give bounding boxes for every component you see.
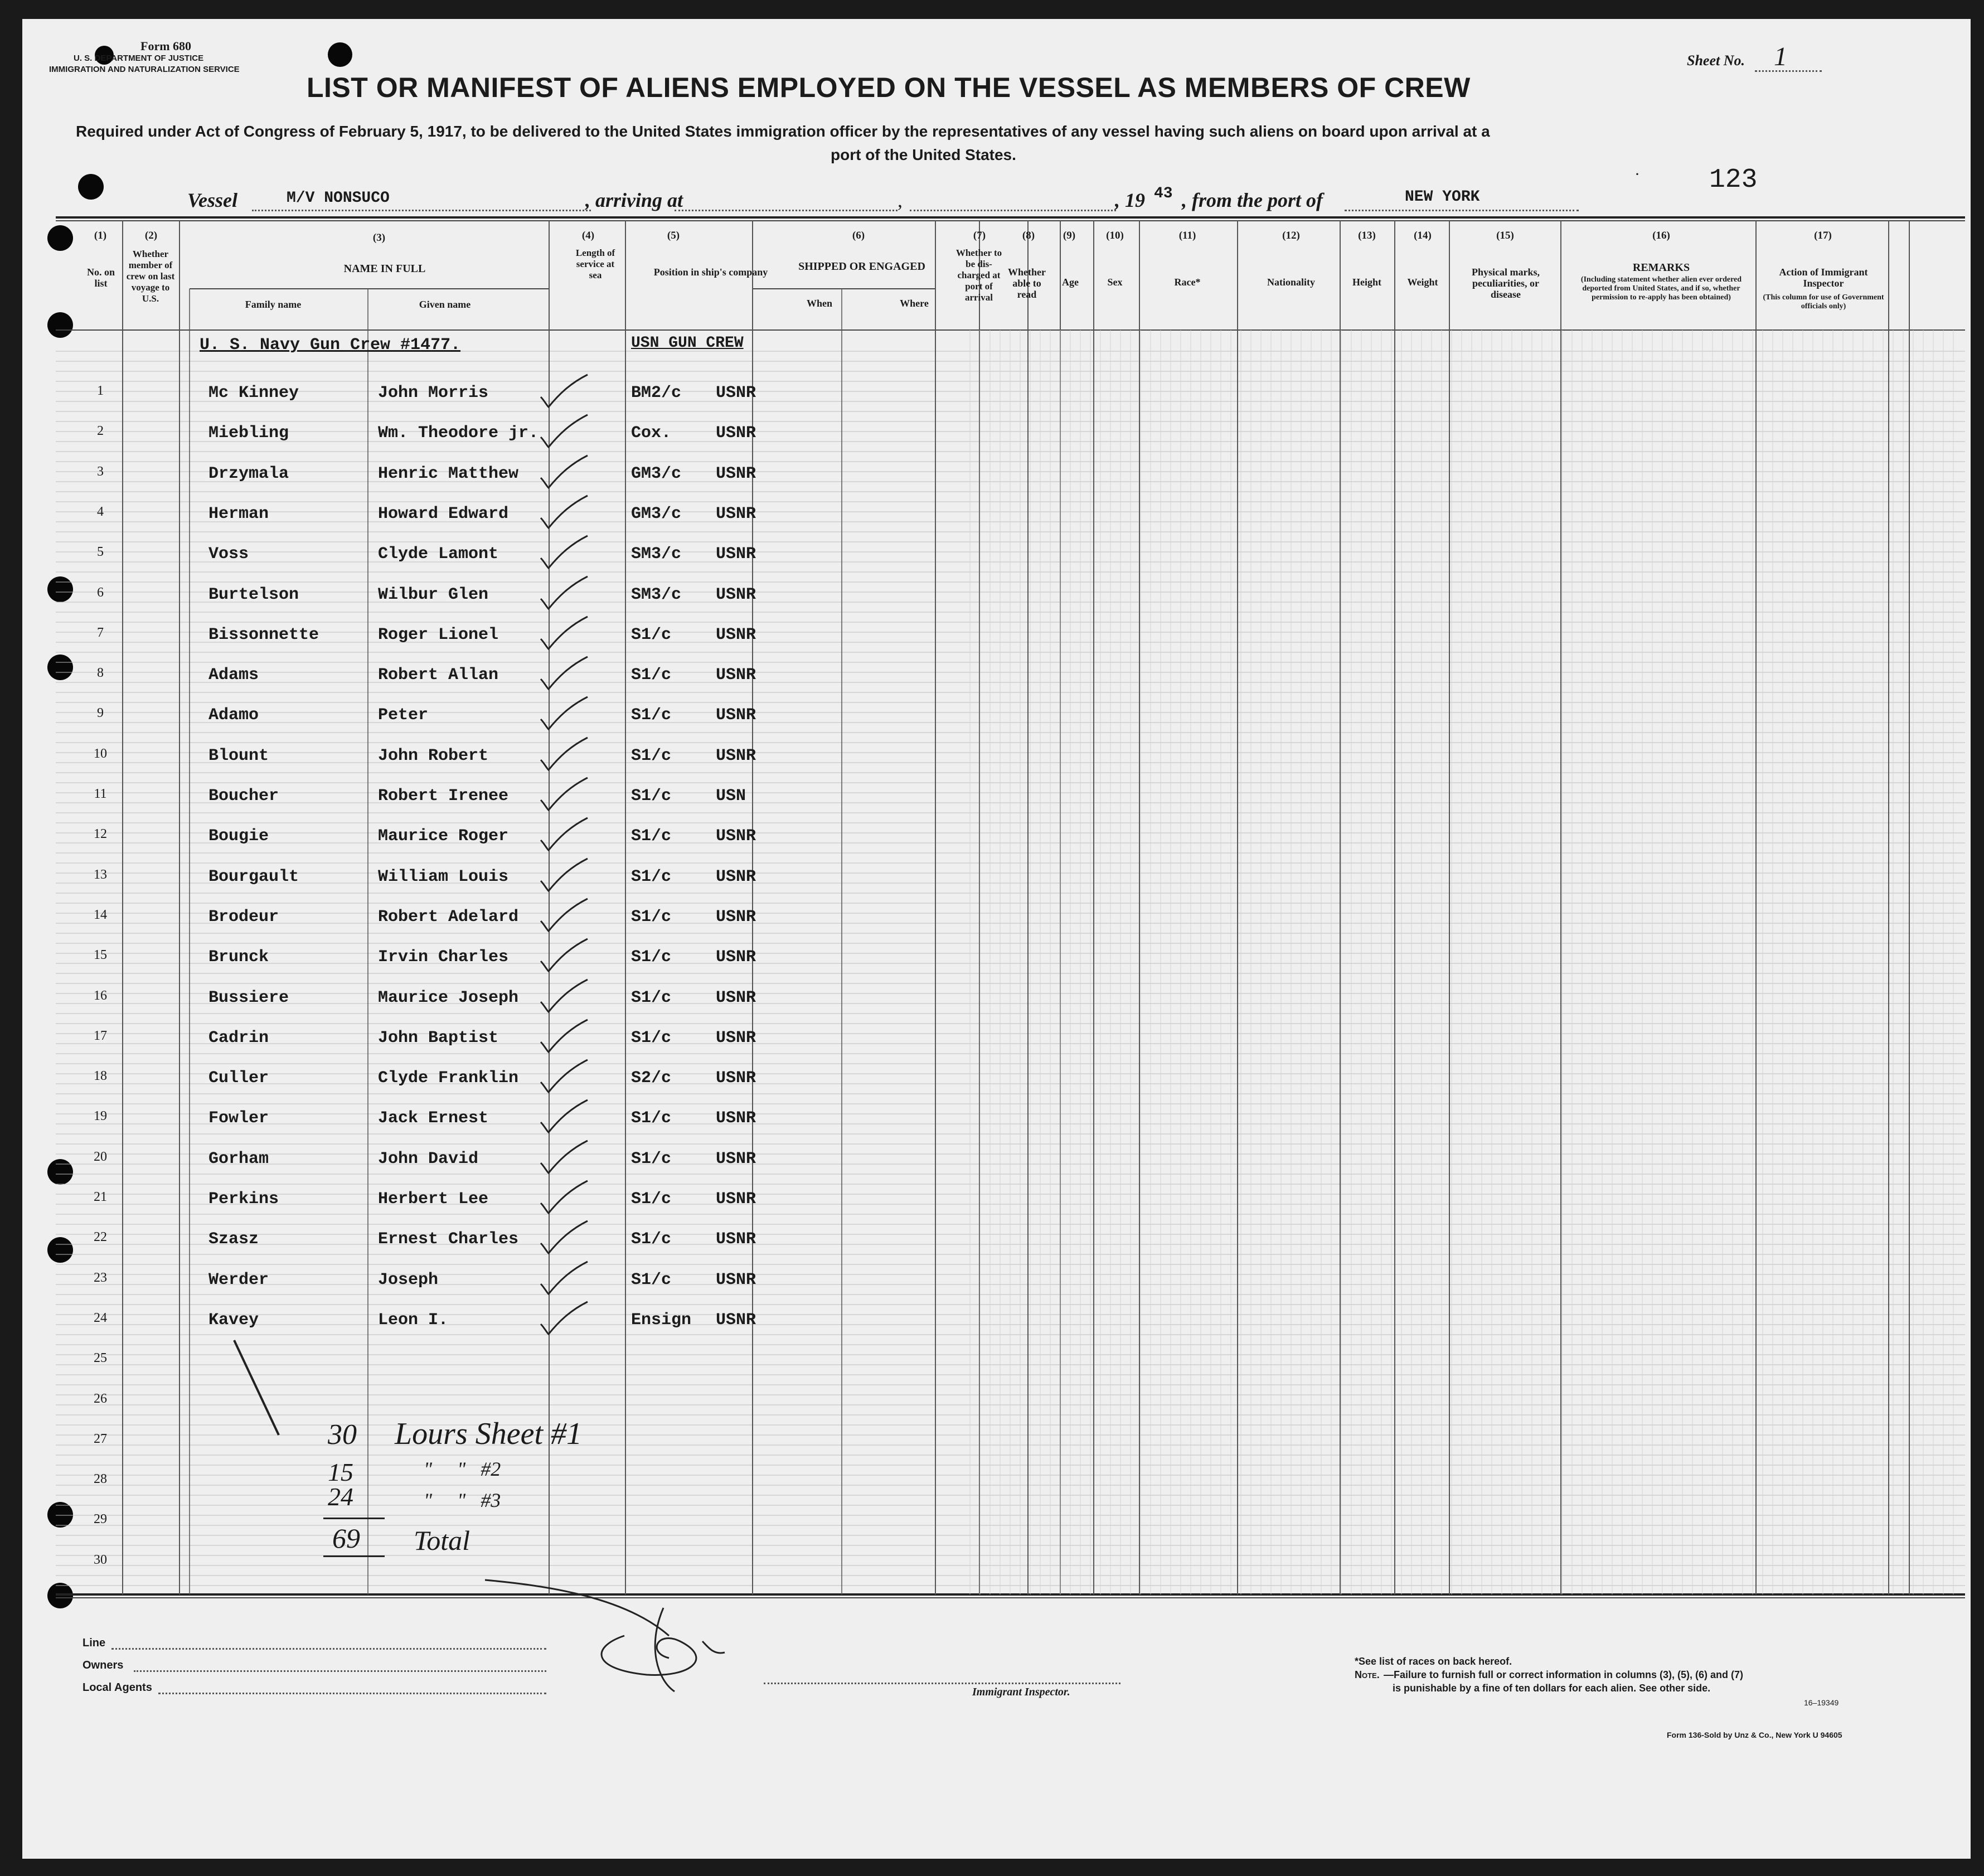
column-number: (12) [1282,230,1300,241]
tally-line2-text: " " #2 [424,1458,501,1480]
row-number: 5 [97,545,104,560]
row-number: 21 [94,1190,107,1204]
column-number: (13) [1358,230,1376,241]
tally-line2-num: 15 [328,1458,353,1486]
service-unit: USNR [716,746,756,765]
position: SM3/c [631,585,682,604]
checkmark-icon [536,453,592,492]
row-number: 4 [97,504,104,519]
position: S1/c [631,948,672,967]
tally-rule [323,1518,385,1519]
stamp-mark: · [1634,165,1640,183]
position: Ensign [631,1310,692,1330]
checkmark-icon [536,493,592,532]
checkmark-icon [536,372,592,411]
given-name: Clyde Lamont [378,545,499,564]
service-unit: USNR [716,666,756,685]
column-number: (15) [1496,230,1514,241]
header-name-in-full: NAME IN FULL [343,263,426,275]
position: S1/c [631,1270,672,1290]
footer-agents-label: Local Agents [83,1681,152,1694]
row-number: 6 [97,585,104,600]
note-line1: —Failure to furnish full or correct information in columns (3), (5), (6) and (7) [1384,1669,1744,1680]
checkmark-icon [536,856,592,895]
column-number: (3) [372,232,386,244]
service-unit: USNR [716,1149,756,1169]
family-name: Drzymala [208,464,289,483]
row-number: 23 [94,1270,107,1285]
row-number: 14 [94,907,107,922]
header-physical-marks: Physical marks, peculiarities, or disease [1471,266,1540,300]
position: S1/c [631,1028,672,1048]
service-unit: USNR [716,1069,756,1088]
row-number: 7 [97,625,104,640]
checkmark-icon [536,1058,592,1097]
column-number: (6) [852,230,865,241]
row-number: 18 [94,1069,107,1084]
header-discharged: Whether to be dis-charged at port of arrival [955,248,1002,303]
service-unit: USNR [716,1028,756,1048]
given-name: Peter [378,706,429,725]
given-name: Irvin Charles [378,948,509,967]
given-name: Jack Ernest [378,1109,489,1128]
row-number: 20 [94,1149,107,1164]
header-sex: Sex [1107,277,1123,288]
position: S2/c [631,1069,672,1088]
position: S1/c [631,1109,672,1128]
family-name: Brunck [208,948,269,967]
inspector-line [764,1683,1120,1684]
from-port-label: , from the port of [1182,189,1323,211]
position: GM3/c [631,504,682,523]
header-position: Position in ship's company [653,266,768,278]
row-number: 3 [97,464,104,479]
column-number: (7) [973,230,986,241]
service-unit: USNR [716,424,756,443]
agency-line2: IMMIGRATION AND NATURALIZATION SERVICE [49,65,240,74]
page-subtitle-line2: port of the United States. [831,146,1016,163]
vessel-name: M/V NONSUCO [287,190,390,207]
header-given-name: Given name [419,299,471,310]
position: S1/c [631,867,672,886]
race-note: *See list of races on back hereof. [1355,1656,1512,1667]
column-number: (1) [94,230,107,241]
row-number: 12 [94,827,107,842]
family-name: Boucher [208,787,279,806]
row-number: 30 [94,1552,107,1567]
checkmark-icon [536,614,592,653]
checkmark-icon [536,695,592,734]
service-unit: USNR [716,504,756,523]
printer-imprint: Form 136-Sold by Unz & Co., New York U 94605 [1667,1730,1842,1739]
service-unit: USNR [716,988,756,1007]
note-prefix: Note. [1355,1669,1380,1680]
footer-line-label: Line [83,1637,106,1649]
row-number: 29 [94,1512,107,1527]
service-unit: USNR [716,1190,756,1209]
row-number: 8 [97,666,104,681]
service-unit: USNR [716,827,756,846]
checkmark-icon [536,896,592,935]
given-name: Robert Adelard [378,907,519,927]
service-unit: USNR [716,625,756,644]
checkmark-icon [536,1300,592,1339]
header-family-name: Family name [245,299,302,310]
given-name: Clyde Franklin [378,1069,519,1088]
checkmark-icon [536,655,592,694]
service-unit: USNR [716,1109,756,1128]
row-number: 25 [94,1351,107,1366]
column-number: (10) [1106,230,1124,241]
header-age: Age [1062,277,1079,288]
given-name: William Louis [378,867,509,886]
family-name: Herman [208,504,269,523]
inspector-signature [479,1563,747,1697]
year-prefix: , 19 [1115,189,1145,211]
position: S1/c [631,666,672,685]
tally-total-text: Total [414,1525,470,1556]
service-unit: USNR [716,948,756,967]
checkmark-icon [536,977,592,1016]
column-number: (8) [1022,230,1035,241]
family-name: Miebling [208,424,289,443]
row-number: 1 [97,384,104,398]
given-name: Robert Irenee [378,787,509,806]
family-name: Bussiere [208,988,289,1007]
row-number: 16 [94,988,107,1003]
header-able-to-read: Whether able to read [1008,266,1046,300]
service-unit: USN [716,787,746,806]
page-stamp: 123 [1709,165,1758,195]
family-name: Burtelson [208,585,299,604]
given-name: Maurice Joseph [378,988,519,1007]
family-name: Mc Kinney [208,384,299,403]
header-shipped-engaged: SHIPPED OR ENGAGED [798,260,925,273]
position: S1/c [631,787,672,806]
position: S1/c [631,988,672,1007]
family-name: Adamo [208,706,259,725]
row-number: 26 [94,1391,107,1406]
checkmark-icon [536,574,592,613]
family-name: Werder [208,1270,269,1290]
checkmark-icon [536,1138,592,1177]
form-code: 16–19349 [1804,1698,1839,1707]
service-unit: USNR [716,1270,756,1290]
header-where: Where [900,298,929,309]
header-weight: Weight [1407,277,1438,288]
row-number: 24 [94,1310,107,1325]
given-name: Herbert Lee [378,1190,489,1209]
given-name: Maurice Roger [378,827,509,846]
checkmark-icon [536,413,592,452]
header-height: Height [1352,277,1381,288]
service-unit: USNR [716,1230,756,1249]
service-unit: USNR [716,384,756,403]
column-number: (2) [144,230,158,241]
service-unit: USNR [716,907,756,927]
row-number: 28 [94,1472,107,1487]
family-name: Bissonnette [208,625,319,644]
position: S1/c [631,1149,672,1169]
given-name: Wm. Theodore jr. [378,424,539,443]
service-unit: USNR [716,1310,756,1330]
family-name: Perkins [208,1190,279,1209]
service-unit: USNR [716,545,756,564]
given-name: Joseph [378,1270,439,1290]
header-action-note: (This column for use of Government officials only) [1763,293,1884,311]
from-port: NEW YORK [1405,188,1480,206]
tally-line3-text: " " #3 [424,1489,501,1511]
position: S1/c [631,1230,672,1249]
given-name: Howard Edward [378,504,509,523]
vessel-label: Vessel [187,189,237,211]
inspector-label: Immigrant Inspector. [972,1686,1070,1698]
family-name: Fowler [208,1109,269,1128]
position: S1/c [631,746,672,765]
column-number: (9) [1063,230,1076,241]
checkmark-icon [536,1219,592,1258]
arriving-comma: , [898,189,903,211]
header-no-on-list: No. on list [86,266,115,289]
position: S1/c [631,706,672,725]
header-race: Race* [1174,277,1201,288]
header-when: When [806,298,832,309]
header-crew-last-voyage: Whether member of crew on last voyage to U.S. [126,249,175,304]
row-number: 19 [94,1109,107,1124]
year-value: 43 [1154,185,1173,202]
service-unit: USNR [716,867,756,886]
footer-agents-field [158,1693,546,1694]
family-name: Blount [208,746,269,765]
service-unit: USNR [716,706,756,725]
row-number: 9 [97,706,104,721]
given-name: Roger Lionel [378,625,499,644]
given-name: Henric Matthew [378,464,519,483]
row-number: 27 [94,1431,107,1446]
family-name: Gorham [208,1149,269,1169]
header-action-inspector: Action of Immigrant Inspector [1779,266,1868,289]
checkmark-icon [536,735,592,774]
column-number: (16) [1652,230,1670,241]
note-line2: is punishable by a fine of ten dollars for each alien. See other side. [1393,1683,1711,1694]
checkmark-icon [536,775,592,815]
family-name: Bourgault [208,867,299,886]
given-name: John Baptist [378,1028,499,1048]
tally-line1-text: Lours Sheet #1 [395,1417,582,1451]
tally-total-num: 69 [332,1523,360,1554]
sheet-number: 1 [1774,42,1787,71]
position: SM3/c [631,545,682,564]
position: Cox. [631,424,672,443]
family-name: Bougie [208,827,269,846]
arriving-label: , arriving at [585,189,683,211]
position: S1/c [631,625,672,644]
column-number: (5) [667,230,680,241]
service-unit: USNR [716,585,756,604]
checkmark-icon [536,1017,592,1056]
family-name: Cadrin [208,1028,269,1048]
footer-line-field [111,1648,546,1650]
given-name: Leon I. [378,1310,449,1330]
position: GM3/c [631,464,682,483]
agency-line1: U. S. DEPARTMENT OF JUSTICE [74,54,204,63]
row-number: 22 [94,1230,107,1245]
column-number: (11) [1178,230,1196,241]
form-number: Form 680 [140,39,192,53]
page-title: LIST OR MANIFEST OF ALIENS EMPLOYED ON THE VESSEL AS MEMBERS OF CREW [307,72,1471,103]
column-number: (14) [1414,230,1432,241]
sheet-label: Sheet No. [1687,52,1745,69]
checkmark-icon [536,1259,592,1298]
family-name: Culler [208,1069,269,1088]
checkmark-icon [536,1179,592,1218]
given-name: Ernest Charles [378,1230,519,1249]
manifest-sheet [22,19,1971,1859]
given-name: Robert Allan [378,666,499,685]
crew-heading: U. S. Navy Gun Crew #1477. [200,336,461,355]
checkmark-icon [536,534,592,573]
header-nationality: Nationality [1267,277,1315,288]
position-heading: USN GUN CREW [631,335,744,352]
row-number: 13 [94,867,107,882]
given-name: Wilbur Glen [378,585,489,604]
row-number: 17 [94,1028,107,1043]
given-name: John Morris [378,384,489,403]
family-name: Brodeur [208,907,279,927]
family-name: Adams [208,666,259,685]
row-number: 11 [94,787,107,801]
row-number: 15 [94,948,107,963]
row-number: 2 [97,424,104,439]
handwritten-slash [217,1335,329,1446]
family-name: Voss [208,545,249,564]
header-remarks: REMARKS [1632,261,1690,274]
page-subtitle-line1: Required under Act of Congress of February 5, 1917, to be delivered to the United States immigration officer by the representatives of any vessel having such aliens on board upon arrival at a [76,123,1490,140]
header-remarks-note: (Including statement whether alien ever ordered deported from United States, and if so, whether permission to re-apply has been obtained) [1580,275,1742,302]
position: S1/c [631,1190,672,1209]
footer-owners-label: Owners [83,1659,124,1671]
tally-underline [323,1555,385,1557]
checkmark-icon [536,937,592,976]
service-unit: USNR [716,464,756,483]
checkmark-icon [536,1098,592,1137]
position: BM2/c [631,384,682,403]
row-number: 10 [94,746,107,761]
given-name: John David [378,1149,479,1169]
position: S1/c [631,907,672,927]
tally-line3-num: 24 [328,1482,353,1511]
column-number: (4) [581,230,595,241]
column-number: (17) [1814,230,1832,241]
tally-line1-num: 30 [328,1419,357,1451]
given-name: John Robert [378,746,489,765]
position: S1/c [631,827,672,846]
footer-owners-field [134,1670,546,1672]
header-length-of-service: Length of service at sea [575,248,615,280]
family-name: Kavey [208,1310,259,1330]
checkmark-icon [536,816,592,855]
family-name: Szasz [208,1230,259,1249]
